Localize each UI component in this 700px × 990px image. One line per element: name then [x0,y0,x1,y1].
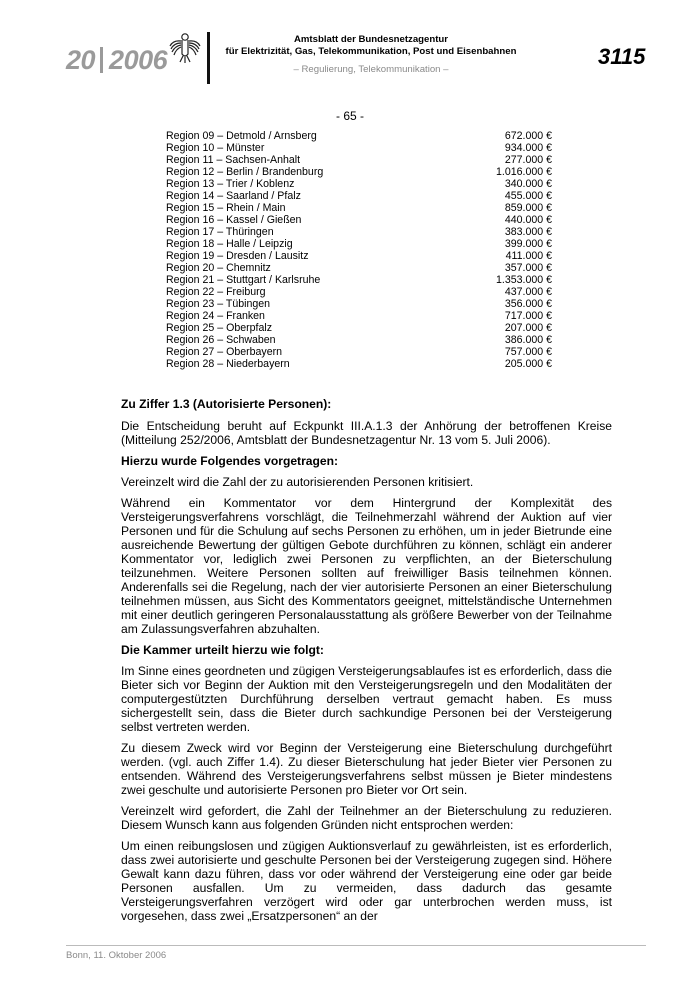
page-header [0,0,700,90]
paragraph: Vereinzelt wird die Zahl der zu autorisierenden Personen kritisiert. [121,475,474,489]
paragraph: Während ein Kommentator vor dem Hintergrund der Komplexität des Versteigerungsverfahrens vorschlägt, die Teilnehmerzahl während der Auktion auf vier Personen und für die Schulung auf sechs Personen zu erhöhen, um in jeder Bietrunde eine ausreichende Bewertung der gültigen Gebote durchführen zu können, schlägt ein anderer Kommentator vor, lediglich zwei Personen zu verpflichten, an der Bieterschulung teilzunehmen. Weitere Personen sollten auf freiwilliger Basis teilnehmen können. Anderenfalls sei die Regelung, nach der vier autorisierte Personen an einer Bieterschulung teilnehmen müssen, aus Sicht des Kommentators geeignet, mittelständische Unternehmen mit einer deutlich geringeren Personalausstattung als größere Bewerber von der Teilnahme am Zulassungsverfahren abzuhalten. [121,496,612,636]
region-name: Region 09 – Detmold / Arnsberg [166,130,317,142]
region-name: Region 23 – Tübingen [166,298,271,310]
subheading: Die Kammer urteilt hierzu wie folgt: [121,643,324,657]
region-amount: 757.000 € [504,346,552,358]
region-name: Region 13 – Trier / Koblenz [166,178,295,190]
region-row [166,334,552,346]
region-amount: 340.000 € [504,178,552,190]
region-name: Region 24 – Franken [166,310,265,322]
region-amount: 356.000 € [504,298,552,310]
region-amount: 205.000 € [504,358,552,370]
region-row [166,214,552,226]
region-row [166,262,552,274]
region-row [166,238,552,250]
region-table [166,130,552,370]
region-row [166,190,552,202]
region-row [166,130,552,142]
region-row [166,346,552,358]
region-name: Region 25 – Oberpfalz [166,322,273,334]
issue-label [66,45,167,76]
region-amount: 277.000 € [504,154,552,166]
federal-eagle-icon [168,30,202,66]
region-name: Region 11 – Sachsen-Anhalt [166,154,301,166]
region-name: Region 12 – Berlin / Brandenburg [166,166,324,178]
region-amount: 1.353.000 € [496,274,552,286]
region-amount: 672.000 € [504,130,552,142]
region-name: Region 17 – Thüringen [166,226,274,238]
paragraph: Im Sinne eines geordneten und zügigen Versteigerungsablaufes ist es erforderlich, dass die Bieter sich vor Beginn der Auktion mit den Versteigerungsregeln und den Modalitäten der computergestützten Durchführung derselben vertraut gemacht haben. Es muss sichergestellt sein, dass die Bieter durch sachkundige Personen bei der Versteigerung selbst vertreten werden. [121,664,612,734]
region-row [166,202,552,214]
region-amount: 357.000 € [504,262,552,274]
subheading: Hierzu wurde Folgendes vorgetragen: [121,454,339,468]
region-row [166,298,552,310]
region-row [166,166,552,178]
section-heading: Zu Ziffer 1.3 (Autorisierte Personen): [121,397,332,411]
document-body [121,397,612,923]
region-amount: 455.000 € [504,190,552,202]
region-row [166,250,552,262]
footer-divider [66,945,646,946]
issue-number: 20 [66,45,96,75]
publication-title-line1: Amtsblatt der Bundesnetzagentur [293,34,449,45]
page-number: 3115 [598,44,646,69]
region-amount: 207.000 € [504,322,552,334]
region-name: Region 10 – Münster [166,142,265,154]
issue-separator [100,47,103,73]
region-name: Region 19 – Dresden / Lausitz [166,250,309,262]
region-amount: 440.000 € [504,214,552,226]
region-amount: 437.000 € [504,286,552,298]
region-amount: 411.000 € [505,250,552,262]
region-row [166,154,552,166]
region-row [166,142,552,154]
paragraph: Die Entscheidung beruht auf Eckpunkt III.A.1.3 der Anhörung der betroffenen Kreise (Mitteilung 252/2006, Amtsblatt der Bundesnetzagentur Nr. 13 vom 5. Juli 2006). [121,419,612,447]
region-amount: 383.000 € [504,226,552,238]
region-name: Region 26 – Schwaben [166,334,276,346]
region-amount: 1.016.000 € [496,166,552,178]
region-row [166,178,552,190]
region-name: Region 21 – Stuttgart / Karlsruhe [166,274,321,286]
publication-title-line2: für Elektrizität, Gas, Telekommunikation, Post und Eisenbahnen [225,46,517,57]
paragraph: Vereinzelt wird gefordert, die Zahl der Teilnehmer an der Bieterschulung zu reduzieren. Diesem Wunsch kann aus folgenden Gründen nicht entsprochen werden: [121,804,612,832]
publication-section: – Regulierung, Telekommunikation – [293,64,449,75]
region-name: Region 28 – Niederbayern [166,358,290,370]
publication-title-block [221,34,521,76]
region-name: Region 14 – Saarland / Pfalz [166,190,301,202]
region-name: Region 15 – Rhein / Main [166,202,286,214]
region-amount: 399.000 € [504,238,552,250]
region-name: Region 16 – Kassel / Gießen [166,214,302,226]
region-name: Region 18 – Halle / Leipzig [166,238,293,250]
region-row [166,274,552,286]
region-row [166,226,552,238]
region-amount: 717.000 € [504,310,552,322]
region-amount: 859.000 € [504,202,552,214]
paragraph: Zu diesem Zweck wird vor Beginn der Versteigerung eine Bieterschulung durchgeführt werden. (vgl. auch Ziffer 1.4). Zu dieser Bieterschulung hat jeder Bieter vier Personen zu entsenden. Während des Versteigerungsverfahrens selbst müssen je Bieter mindestens zwei geschulte und autorisierte Personen pro Bieter vor Ort sein. [121,741,612,797]
header-divider [207,32,210,84]
region-amount: 934.000 € [504,142,552,154]
region-row [166,310,552,322]
footer-date: Bonn, 11. Oktober 2006 [66,950,167,961]
paragraph: Um einen reibungslosen und zügigen Auktionsverlauf zu gewährleisten, ist es erforderlich, dass zwei autorisierte und geschulte Personen bei der Versteigerung zugegen sind. Höhere Gewalt kann dazu führen, dass vor oder während der Versteigerung eine oder gar beide Personen ausfallen. Um zu vermeiden, dass dadurch das gesamte Versteigerungsverfahren verzögert wird oder gar unterbrochen werden muss, ist vorgesehen, dass zwei „Ersatzpersonen“ an der [121,839,612,923]
region-name: Region 27 – Oberbayern [166,346,283,358]
region-row [166,286,552,298]
region-row [166,322,552,334]
region-name: Region 20 – Chemnitz [166,262,271,274]
region-name: Region 22 – Freiburg [166,286,266,298]
region-row [166,358,552,370]
region-amount: 386.000 € [504,334,552,346]
issue-year: 2006 [109,45,168,75]
inner-page-label: - 65 - [335,109,364,123]
